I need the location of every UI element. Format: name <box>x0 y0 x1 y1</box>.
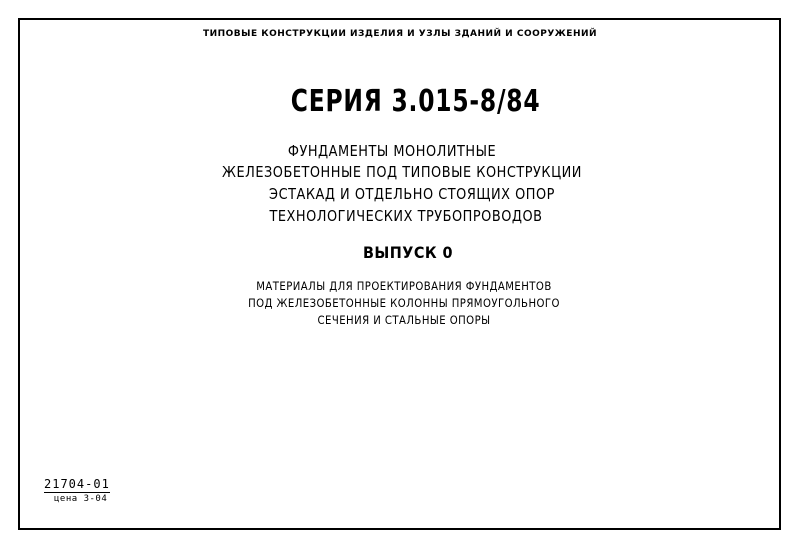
materials-line-3: СЕЧЕНИЯ И СТАЛЬНЫЕ ОПОРЫ <box>317 313 491 327</box>
materials-line-1: МАТЕРИАЛЫ ДЛЯ ПРОЕКТИРОВАНИЯ ФУНДАМЕНТОВ <box>256 279 552 293</box>
materials-line-2: ПОД ЖЕЛЕЗОБЕТОННЫЕ КОЛОННЫ ПРЯМОУГОЛЬНОГО <box>248 296 560 310</box>
subtitle-line-2: ЖЕЛЕЗОБЕТОННЫЕ ПОД ТИПОВЫЕ КОНСТРУКЦИИ <box>222 163 582 181</box>
price-label: цена 3-04 <box>54 494 108 504</box>
subtitle-line-4: ТЕХНОЛОГИЧЕСКИХ ТРУБОПРОВОДОВ <box>269 207 543 225</box>
inventory-code: 21704-01 <box>44 477 110 491</box>
subtitle-line-3: ЭСТАКАД И ОТДЕЛЬНО СТОЯЩИХ ОПОР <box>269 185 555 203</box>
inventory-stamp <box>44 478 110 505</box>
subtitle-line-1: ФУНДАМЕНТЫ МОНОЛИТНЫЕ <box>287 142 497 160</box>
header-text: ТИПОВЫЕ КОНСТРУКЦИИ ИЗДЕЛИЯ И УЗЛЫ ЗДАНИЙ И СООРУЖЕНИЙ <box>202 29 598 39</box>
issue-title: ВЫПУСК 0 <box>362 243 454 262</box>
series-title: СЕРИЯ 3.015-8/84 <box>290 84 541 119</box>
